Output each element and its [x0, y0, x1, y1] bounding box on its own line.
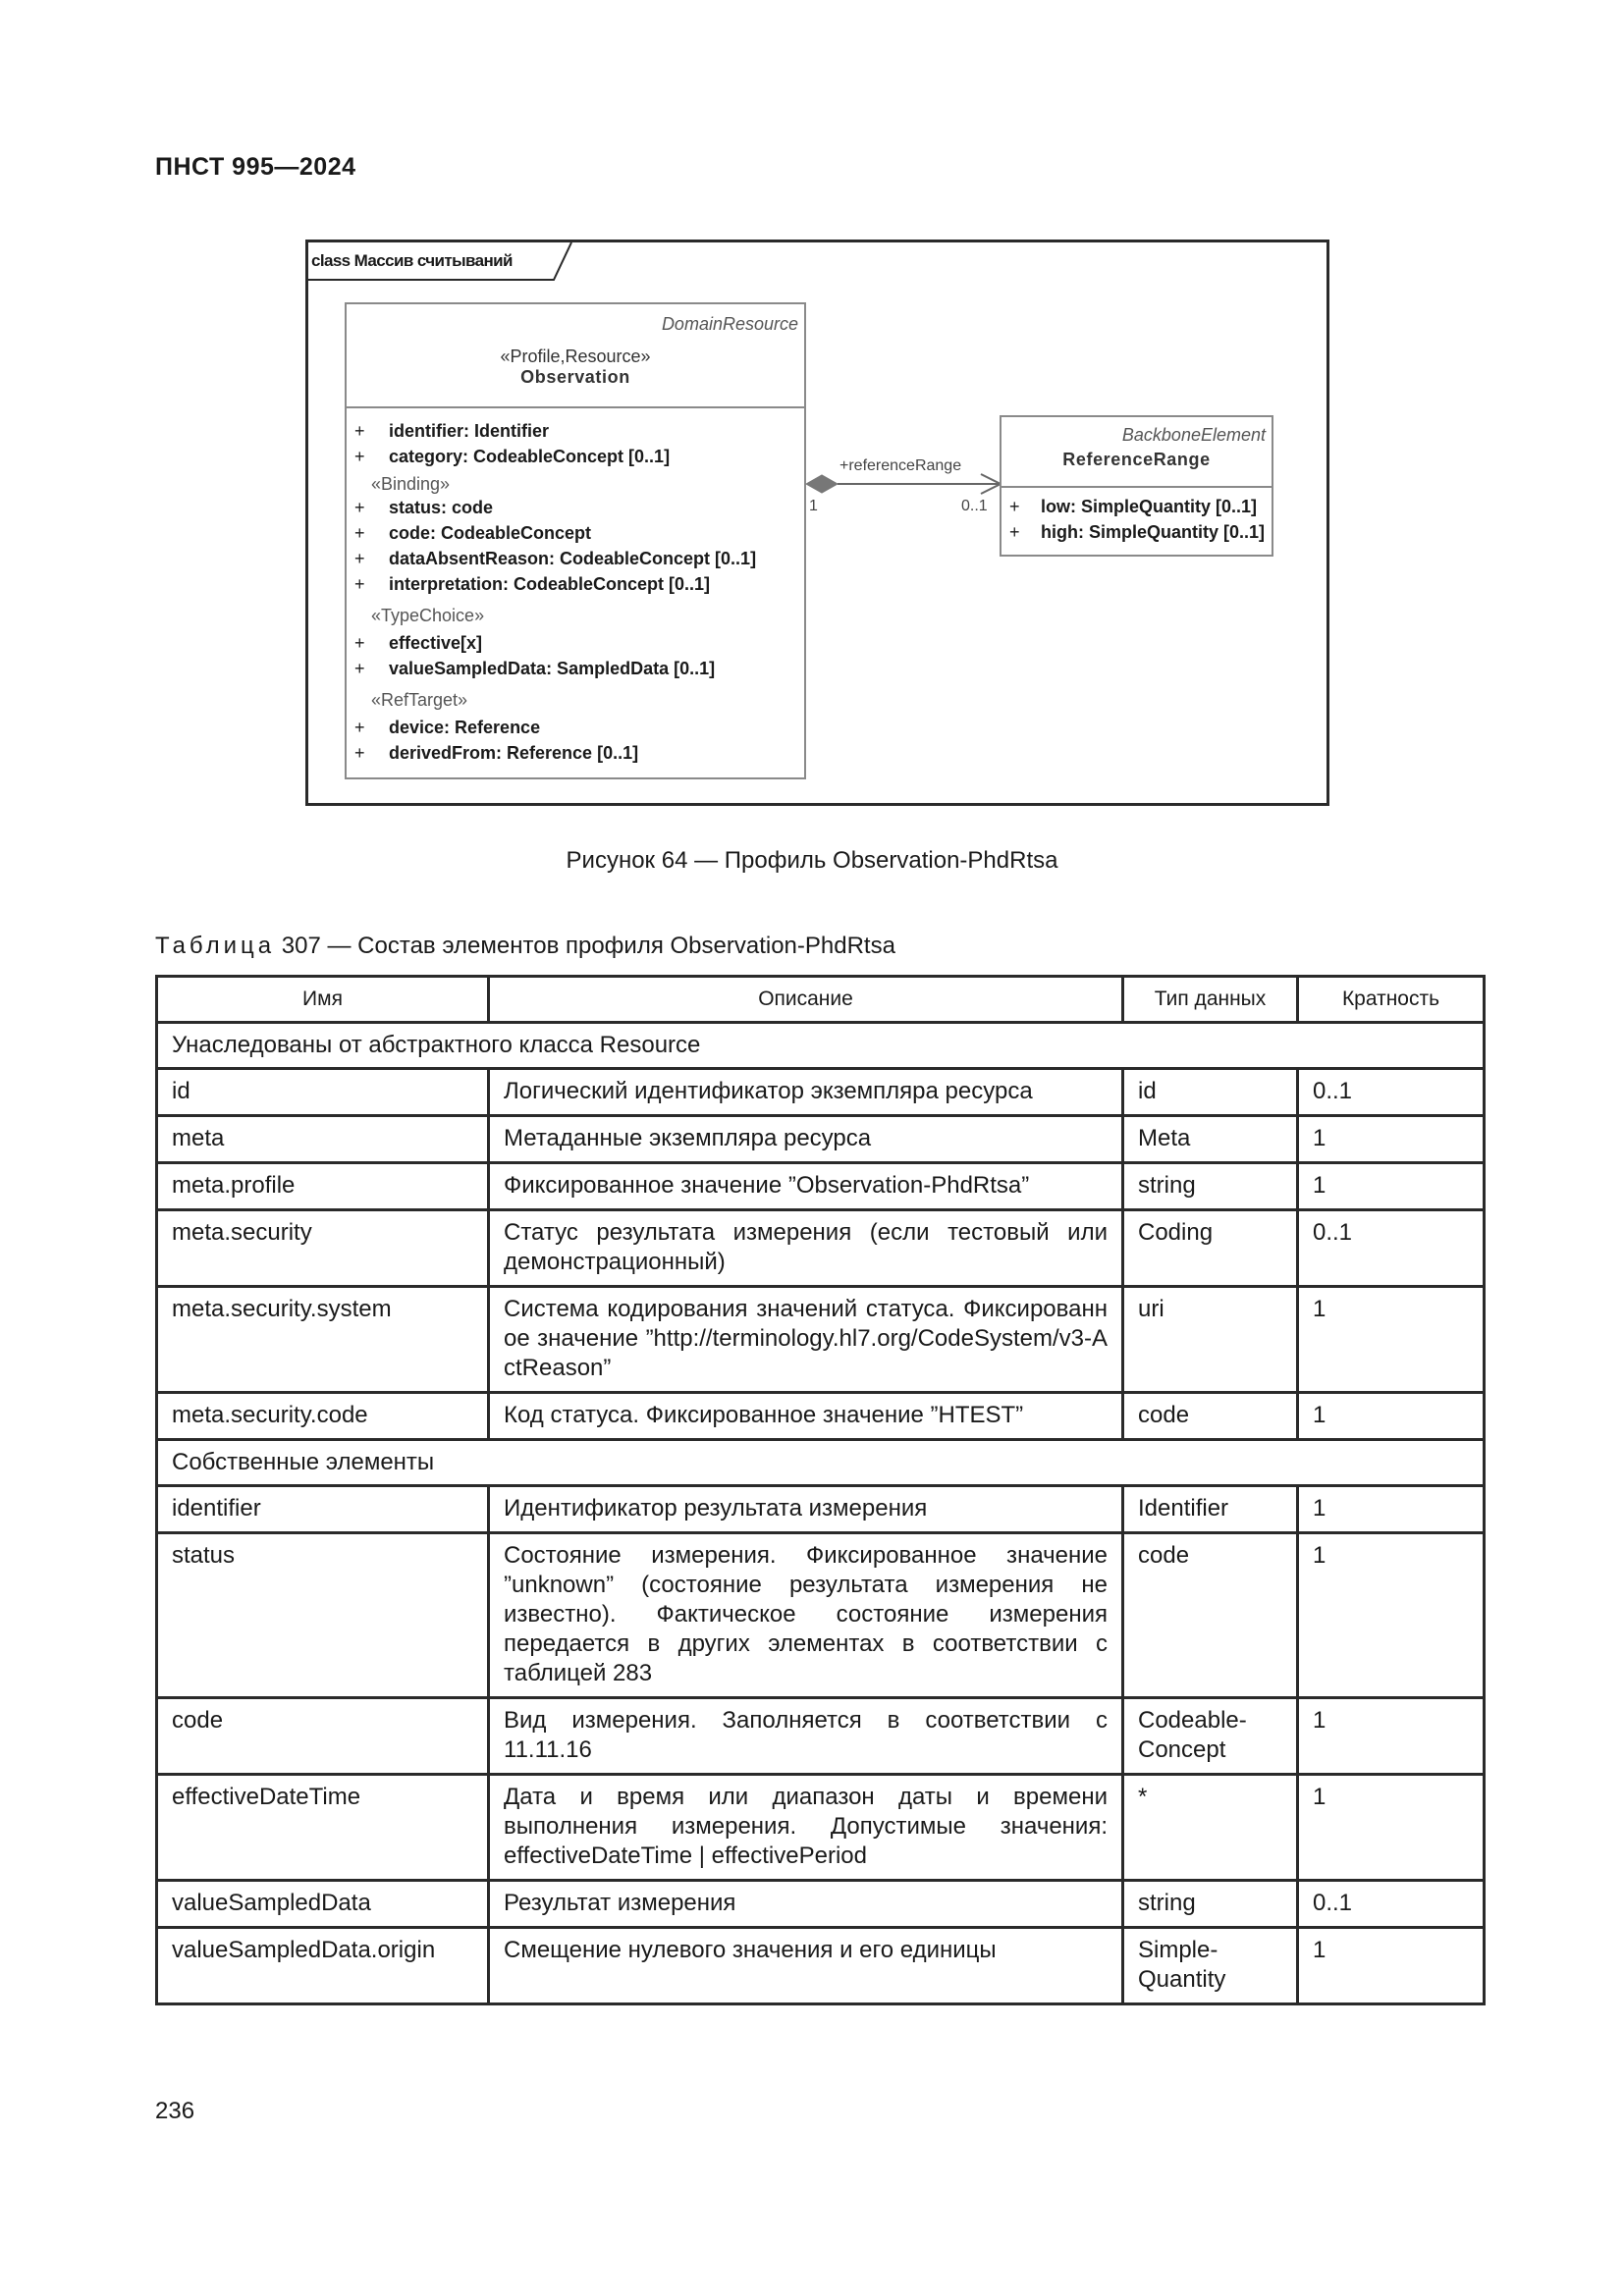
source-multiplicity: 1 — [809, 498, 818, 514]
cell-name: effectiveDateTime — [157, 1775, 489, 1881]
table-row — [157, 1210, 1485, 1287]
cell-cardinality: 1 — [1298, 1486, 1485, 1533]
document-header: ПНСТ 995—2024 — [155, 153, 356, 181]
table-row — [157, 1486, 1485, 1533]
cell-description: Система кодирования значений статуса. Фиксированное значение ”http://terminology.hl7.org/CodeSystem/v3-ActReason” — [489, 1287, 1123, 1393]
cell-description: Дата и время или диапазон даты и времени выполнения измерения. Допустимые значения: effectiveDateTime | effectivePeriod — [489, 1775, 1123, 1881]
cell-cardinality: 1 — [1298, 1393, 1485, 1440]
cell-name: meta — [157, 1116, 489, 1163]
uml-attribute: + valueSampledData: SampledData [0..1] — [354, 659, 716, 678]
cell-datatype: Codeable-Concept — [1123, 1698, 1298, 1775]
cell-datatype: Simple-Quantity — [1123, 1928, 1298, 2004]
cell-name: id — [157, 1069, 489, 1116]
cell-description: Идентификатор результата измерения — [489, 1486, 1123, 1533]
figure-caption: Рисунок 64 — Профиль Observation-PhdRtsa — [566, 847, 1058, 874]
profile-elements-table — [155, 975, 1486, 2005]
reference-range-class-header — [1001, 417, 1272, 488]
cell-name: status — [157, 1533, 489, 1698]
uml-attribute: + status: code — [354, 498, 494, 517]
cell-datatype: uri — [1123, 1287, 1298, 1393]
column-header-description: Описание — [489, 977, 1123, 1023]
table-title: Таблица 307 — Состав элементов профиля Observation-PhdRtsa — [155, 933, 895, 959]
target-multiplicity: 0..1 — [961, 498, 988, 514]
cell-cardinality: 1 — [1298, 1116, 1485, 1163]
reftarget-stereotype: «RefTarget» — [371, 690, 468, 710]
binding-stereotype: «Binding» — [371, 474, 451, 494]
cell-datatype: code — [1123, 1393, 1298, 1440]
table-row — [157, 1287, 1485, 1393]
table-row — [157, 1069, 1485, 1116]
cell-description: Статус результата измерения (если тестовый или демонстрационный) — [489, 1210, 1123, 1287]
cell-description: Результат измерения — [489, 1881, 1123, 1928]
table-row — [157, 1116, 1485, 1163]
table-row — [157, 1163, 1485, 1210]
cell-name: meta.profile — [157, 1163, 489, 1210]
cell-datatype: string — [1123, 1163, 1298, 1210]
uml-attribute: + high: SimpleQuantity [0..1] — [1009, 522, 1266, 542]
cell-description: Состояние измерения. Фиксированное значение ”unknown” (состояние результата измерения не известно). Фактическое состояние измерения передается в других элементах в соответствии с таблицей 283 — [489, 1533, 1123, 1698]
section-own: Собственные элементы — [157, 1440, 1485, 1486]
cell-datatype: code — [1123, 1533, 1298, 1698]
uml-attribute: + interpretation: CodeableConcept [0..1] — [354, 574, 711, 594]
cell-cardinality: 1 — [1298, 1287, 1485, 1393]
cell-cardinality: 1 — [1298, 1698, 1485, 1775]
cell-cardinality: 1 — [1298, 1928, 1485, 2004]
cell-description: Логический идентификатор экземпляра ресурса — [489, 1069, 1123, 1116]
cell-datatype: string — [1123, 1881, 1298, 1928]
uml-diagram-frame — [305, 240, 1329, 806]
cell-description: Смещение нулевого значения и его единицы — [489, 1928, 1123, 2004]
cell-cardinality: 1 — [1298, 1533, 1485, 1698]
table-row — [157, 1533, 1485, 1698]
cell-datatype: Identifier — [1123, 1486, 1298, 1533]
cell-name: meta.security — [157, 1210, 489, 1287]
cell-name: code — [157, 1698, 489, 1775]
uml-attribute: + dataAbsentReason: CodeableConcept [0..1] — [354, 549, 757, 568]
uml-attribute: + identifier: Identifier — [354, 421, 550, 441]
cell-cardinality: 0..1 — [1298, 1881, 1485, 1928]
uml-attribute: + effective[x] — [354, 633, 483, 653]
cell-datatype: Coding — [1123, 1210, 1298, 1287]
table-row — [157, 1698, 1485, 1775]
cell-name: meta.security.system — [157, 1287, 489, 1393]
table-row — [157, 1928, 1485, 2004]
cell-description: Фиксированное значение ”Observation-PhdRtsa” — [489, 1163, 1123, 1210]
cell-description: Вид измерения. Заполняется в соответствии с 11.11.16 — [489, 1698, 1123, 1775]
cell-datatype: Meta — [1123, 1116, 1298, 1163]
uml-attribute: + derivedFrom: Reference [0..1] — [354, 743, 639, 763]
table-row — [157, 1881, 1485, 1928]
observation-supertype: DomainResource — [661, 314, 798, 334]
reference-range-attributes — [1001, 488, 1272, 545]
cell-datatype: id — [1123, 1069, 1298, 1116]
frame-label: class Массив считываний — [311, 251, 513, 270]
uml-attribute: + device: Reference — [354, 718, 541, 737]
cell-datatype: * — [1123, 1775, 1298, 1881]
uml-attribute: + category: CodeableConcept [0..1] — [354, 447, 671, 466]
cell-description: Метаданные экземпляра ресурса — [489, 1116, 1123, 1163]
cell-name: identifier — [157, 1486, 489, 1533]
column-header-cardinality: Кратность — [1298, 977, 1485, 1023]
table-row — [157, 1393, 1485, 1440]
cell-description: Код статуса. Фиксированное значение ”HTEST” — [489, 1393, 1123, 1440]
uml-attribute: + code: CodeableConcept — [354, 523, 592, 543]
typechoice-stereotype: «TypeChoice» — [371, 606, 485, 625]
observation-class-name: Observation — [520, 367, 630, 387]
table-header-row — [157, 977, 1485, 1023]
cell-name: valueSampledData — [157, 1881, 489, 1928]
association-role-label: +referenceRange — [839, 457, 962, 474]
cell-cardinality: 1 — [1298, 1775, 1485, 1881]
table-section-row — [157, 1023, 1485, 1069]
column-header-datatype: Тип данных — [1123, 977, 1298, 1023]
cell-cardinality: 0..1 — [1298, 1210, 1485, 1287]
observation-stereotype: «Profile,Resource» — [500, 347, 651, 366]
table-row — [157, 1775, 1485, 1881]
reference-range-class-name: ReferenceRange — [1062, 450, 1211, 469]
cell-name: meta.security.code — [157, 1393, 489, 1440]
cell-cardinality: 1 — [1298, 1163, 1485, 1210]
cell-name: valueSampledData.origin — [157, 1928, 489, 2004]
section-inherited: Унаследованы от абстрактного класса Resource — [157, 1023, 1485, 1069]
reference-range-supertype: BackboneElement — [1121, 425, 1266, 445]
reference-range-class-box — [1000, 415, 1273, 557]
uml-attribute: + low: SimpleQuantity [0..1] — [1009, 497, 1258, 516]
table-section-row — [157, 1440, 1485, 1486]
column-header-name: Имя — [157, 977, 489, 1023]
page-number: 236 — [155, 2098, 195, 2124]
cell-cardinality: 0..1 — [1298, 1069, 1485, 1116]
